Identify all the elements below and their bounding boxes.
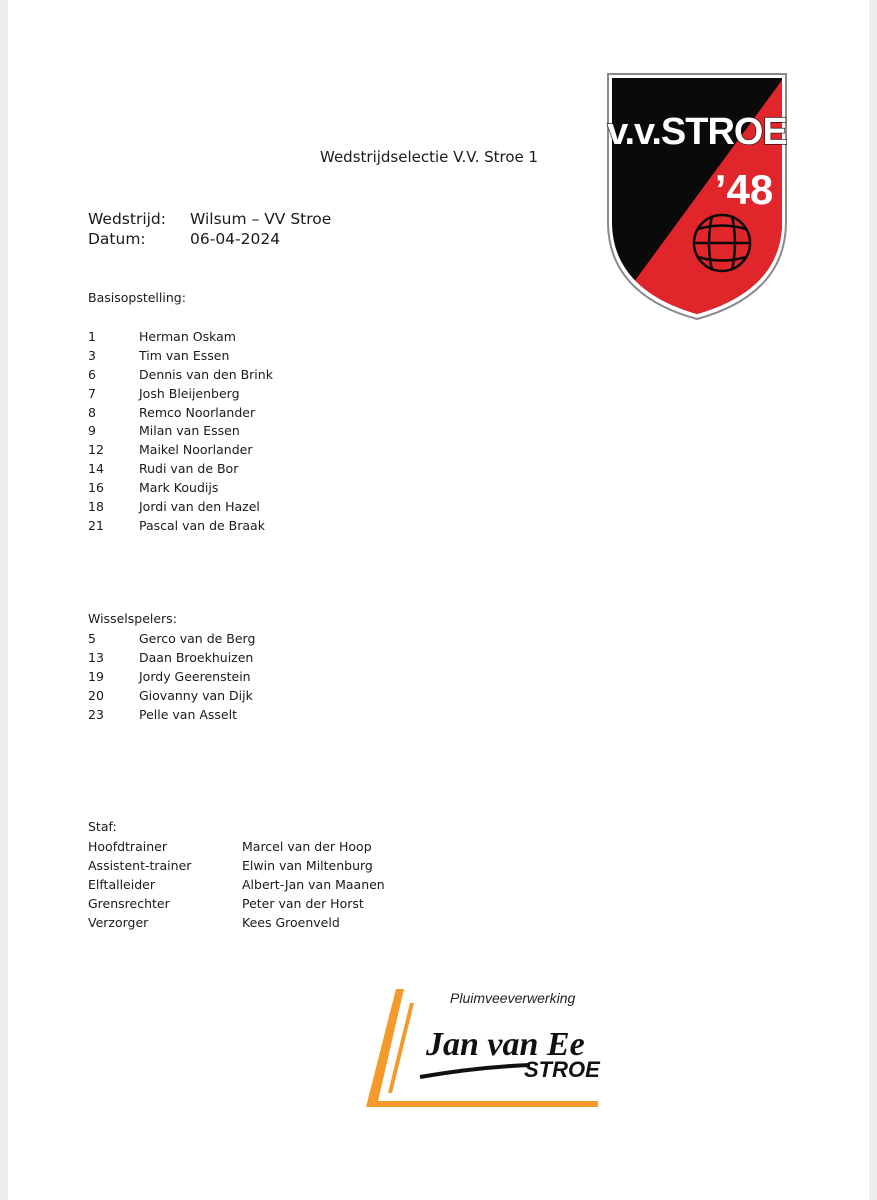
staff-row-role: Verzorger <box>88 915 149 930</box>
substitute-row <box>88 686 255 705</box>
match-row <box>88 209 331 229</box>
player-row-num: 3 <box>88 347 96 363</box>
player-row-num: 6 <box>88 366 96 382</box>
player-row-name: Rudi van de Bor <box>139 461 239 477</box>
player-row-num: 21 <box>88 517 104 533</box>
player-row-name: Pascal van de Braak <box>139 517 265 533</box>
staff-row-name: Elwin van Miltenburg <box>242 858 373 873</box>
player-row-name: Josh Bleijenberg <box>139 385 240 401</box>
sponsor-line3: STROE <box>524 1057 600 1082</box>
player-row-num: 1 <box>88 328 96 344</box>
substitute-row-num: 23 <box>88 706 104 722</box>
match-info <box>88 209 331 249</box>
player-row-name: Remco Noorlander <box>139 404 256 420</box>
staff-row-role: Elftalleider <box>88 877 155 892</box>
player-row-name: Dennis van den Brink <box>139 366 273 382</box>
staff-row-name: Marcel van der Hoop <box>242 839 372 854</box>
player-row-num: 18 <box>88 498 104 514</box>
player-row-num: 14 <box>88 461 104 477</box>
player-row-num: 16 <box>88 480 104 496</box>
player-row <box>88 346 273 365</box>
player-row <box>88 421 273 440</box>
staff-row-name: Peter van der Horst <box>242 896 364 911</box>
staff-row-role: Assistent-trainer <box>88 858 192 873</box>
basis-label: Basisopstelling: <box>88 290 186 305</box>
date-row <box>88 229 331 249</box>
substitute-row-name: Daan Broekhuizen <box>139 649 254 665</box>
page-title: Wedstrijdselectie V.V. Stroe 1 <box>320 148 539 166</box>
player-row <box>88 403 273 422</box>
crest-club-name: v.v.STROE <box>607 111 787 153</box>
match-value: Wilsum – VV Stroe <box>190 210 332 228</box>
substitute-row <box>88 629 255 648</box>
staff-row-name: Albert-Jan van Maanen <box>242 877 385 892</box>
substitute-row-name: Jordy Geerenstein <box>139 668 251 684</box>
sponsor-line2: Jan van Ee <box>426 1026 585 1063</box>
wissel-label: Wisselspelers: <box>88 611 177 626</box>
staff-list <box>88 837 385 932</box>
player-row-name: Maikel Noorlander <box>139 442 253 458</box>
sponsor-line1: Pluimveeverwerking <box>450 990 576 1006</box>
match-label: Wedstrijd: <box>88 210 166 228</box>
substitute-row-name: Gerco van de Berg <box>139 630 256 646</box>
player-row-name: Jordi van den Hazel <box>139 498 260 514</box>
staff-row <box>88 913 385 932</box>
player-row <box>88 365 273 384</box>
player-row <box>88 384 273 403</box>
substitute-row <box>88 705 255 724</box>
player-row-num: 8 <box>88 404 96 420</box>
staff-row <box>88 875 385 894</box>
player-row <box>88 440 273 459</box>
player-row-name: Tim van Essen <box>139 347 230 363</box>
substitute-row-num: 5 <box>88 630 96 646</box>
substitute-row-num: 13 <box>88 649 104 665</box>
staff-row <box>88 837 385 856</box>
staff-row-role: Hoofdtrainer <box>88 839 167 854</box>
basis-list <box>88 327 273 535</box>
player-row-num: 7 <box>88 385 96 401</box>
substitute-row-num: 19 <box>88 668 104 684</box>
staff-row <box>88 894 385 913</box>
player-row <box>88 459 273 478</box>
player-row-name: Mark Koudijs <box>139 480 219 496</box>
staff-row-name: Kees Groenveld <box>242 915 340 930</box>
player-row <box>88 497 273 516</box>
club-crest-logo <box>606 72 788 320</box>
staff-section <box>88 819 385 932</box>
date-value: 06-04-2024 <box>190 230 281 248</box>
player-row-num: 9 <box>88 423 96 439</box>
player-row <box>88 478 273 497</box>
player-row-num: 12 <box>88 442 104 458</box>
staff-row <box>88 856 385 875</box>
player-row <box>88 516 273 535</box>
player-row <box>88 327 273 346</box>
staff-label: Staf: <box>88 819 117 834</box>
player-row-name: Milan van Essen <box>139 423 240 439</box>
substitute-row-name: Pelle van Asselt <box>139 706 237 722</box>
wissel-list <box>88 629 255 723</box>
player-row-name: Herman Oskam <box>139 328 236 344</box>
substitute-row <box>88 648 255 667</box>
sponsor-logo <box>358 985 608 1113</box>
crest-year: ’48 <box>714 166 774 213</box>
substitute-row-num: 20 <box>88 687 104 703</box>
date-label: Datum: <box>88 230 146 248</box>
document-page <box>8 0 869 1200</box>
substitute-row-name: Giovanny van Dijk <box>139 687 253 703</box>
staff-row-role: Grensrechter <box>88 896 170 911</box>
substitute-row <box>88 667 255 686</box>
